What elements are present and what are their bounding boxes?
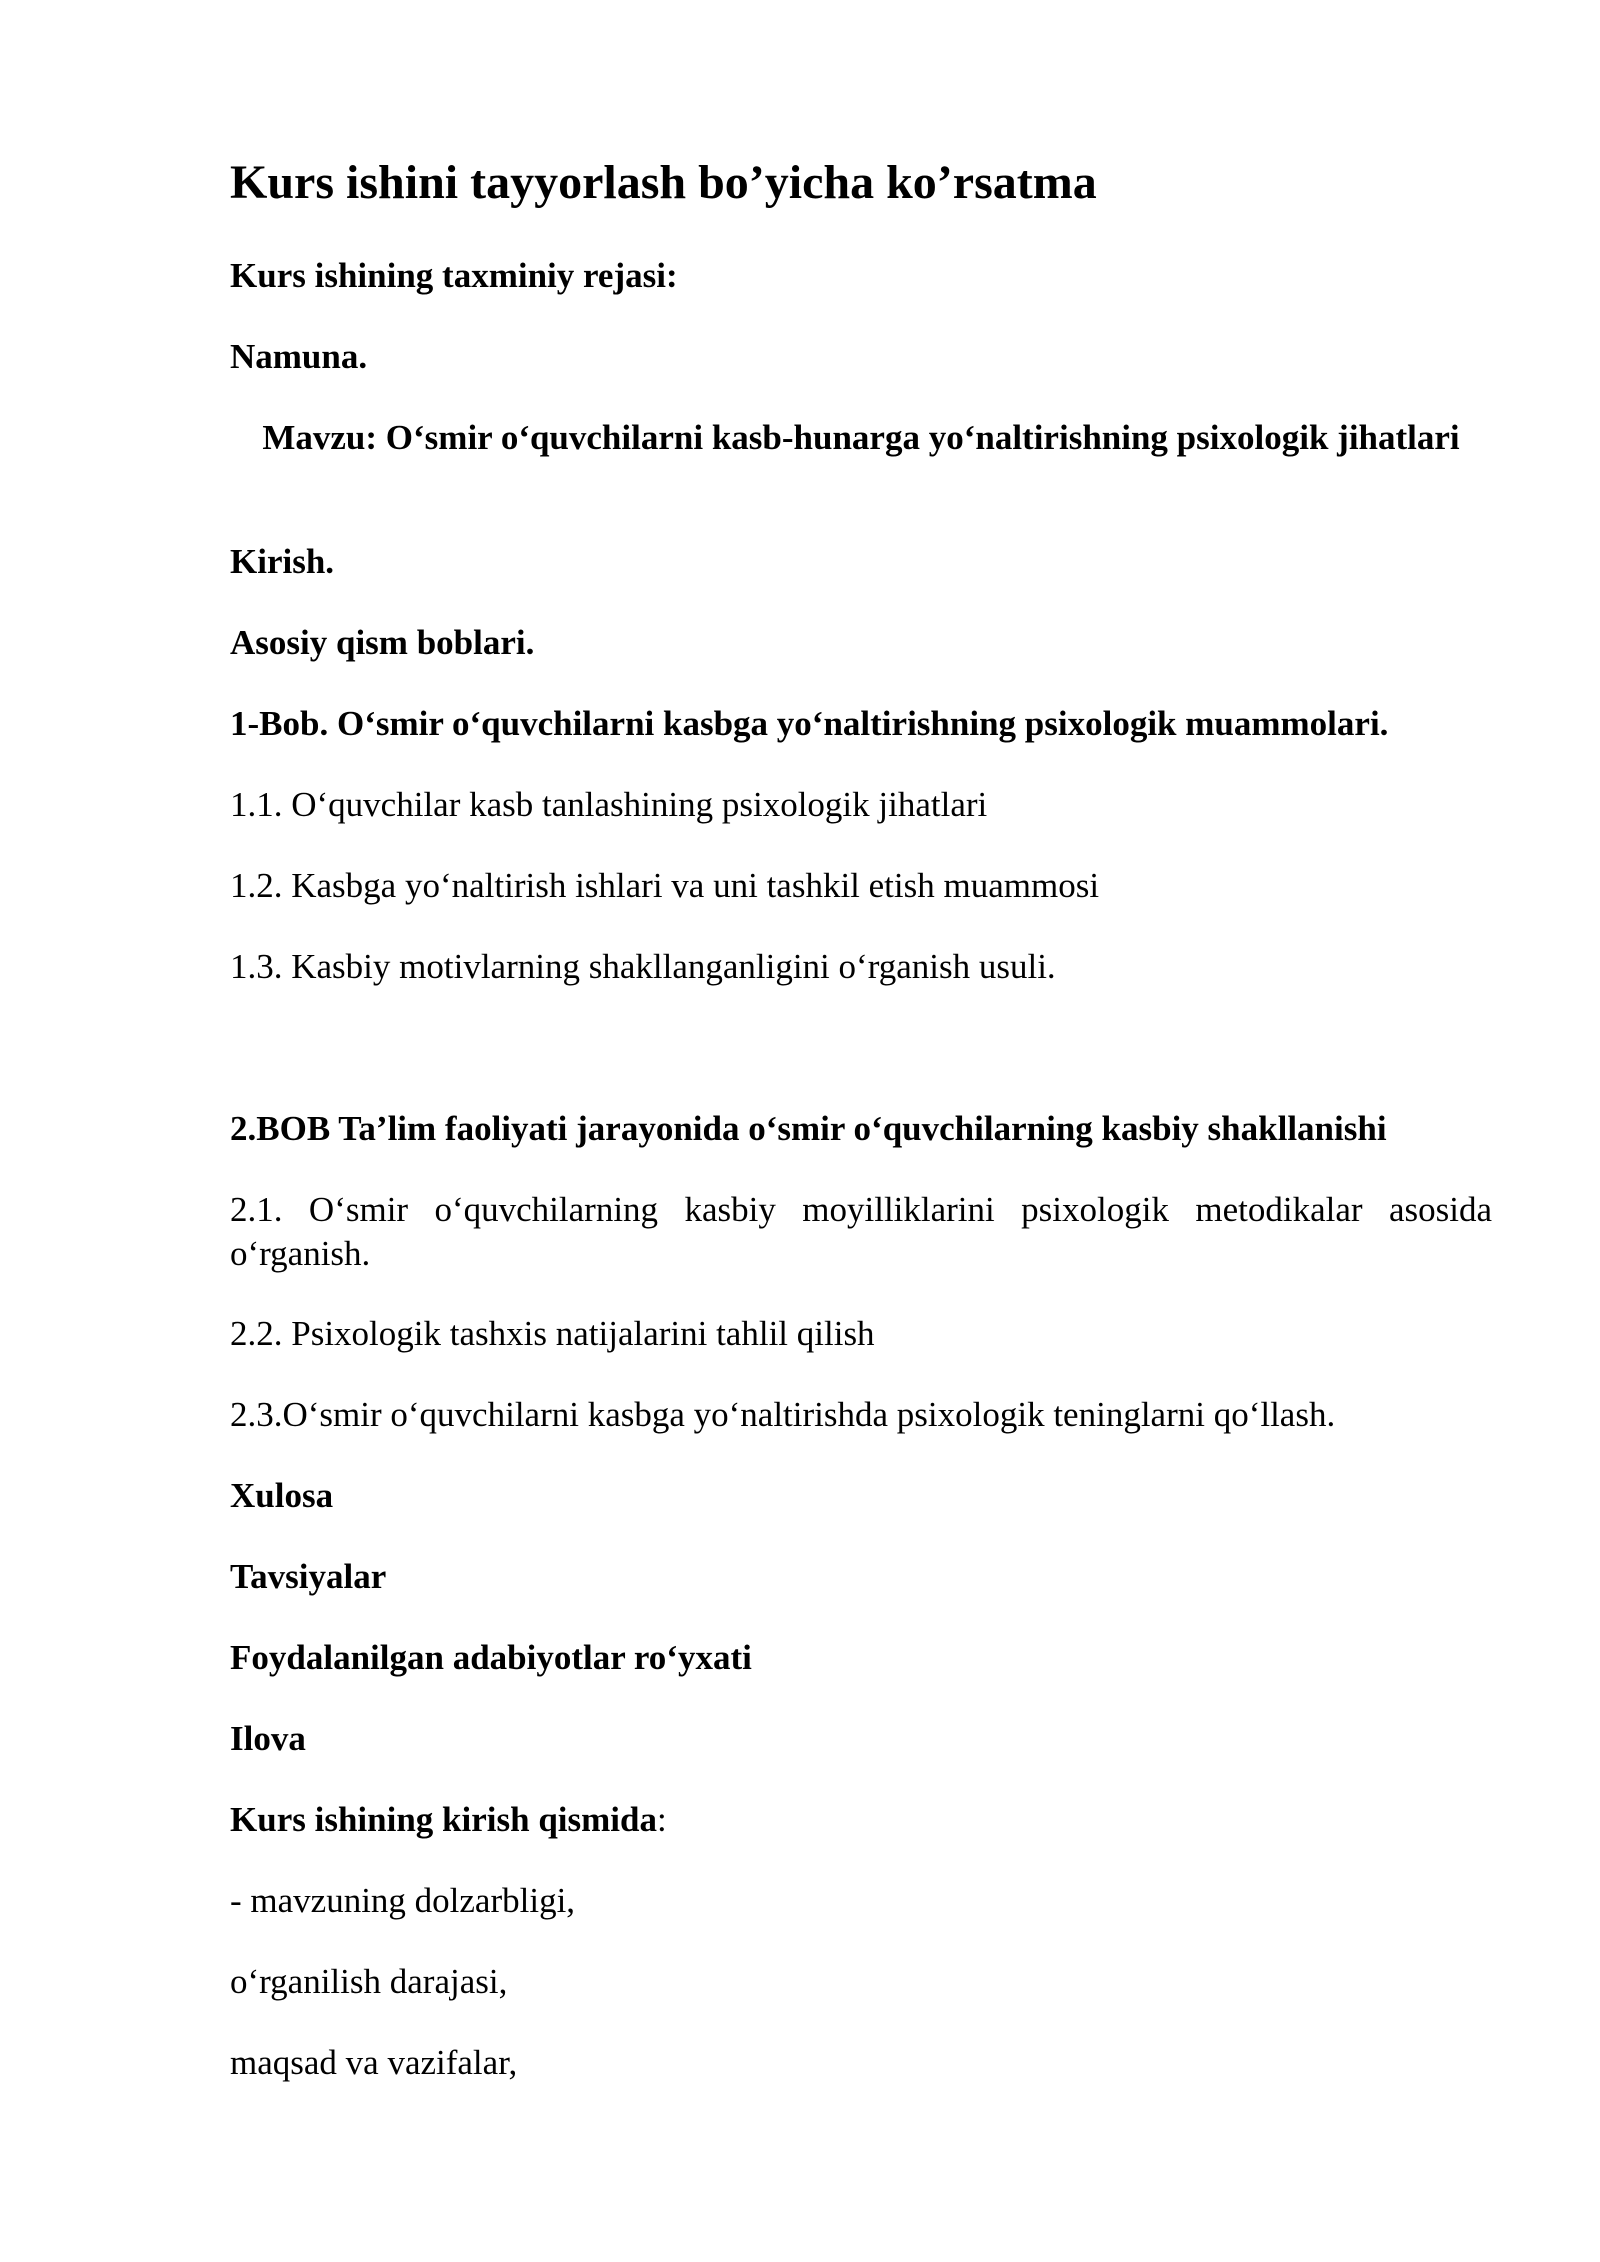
chapter2-item-1: 2.1. O‘smir o‘quvchilarning kasbiy moyilliklarini psixologik metodikalar asosida o‘rganish. [230,1190,1492,1273]
conclusion-heading: Xulosa [230,1476,334,1515]
chapter2-item-3: 2.3.O‘smir o‘quvchilarni kasbga yo‘naltirishda psixologik teninglarni qo‘llash. [230,1395,1336,1434]
intro-section-colon: : [656,1800,667,1839]
references-heading: Foydalanilgan adabiyotlar ro‘yxati [230,1638,752,1677]
topic-heading: Mavzu: O‘smir o‘quvchilarni kasb-hunarga yo‘naltirishning psixologik jihatlari [262,418,1460,457]
intro-point-2: o‘rganilish darajasi, [230,1962,508,2001]
intro-heading: Kirish. [230,542,335,581]
intro-section-heading: Kurs ishining kirish qismida [230,1800,657,1839]
chapter1-item-3: 1.3. Kasbiy motivlarning shakllanganligini o‘rganish usuli. [230,947,1056,986]
sample-label: Namuna. [230,337,368,376]
document-title: Kurs ishini tayyorlash bo’yicha ko’rsatma [230,156,1097,209]
intro-section-line [230,1798,667,1842]
appendix-heading: Ilova [230,1719,306,1758]
chapter2-item-2: 2.2. Psixologik tashxis natijalarini tahlil qilish [230,1314,875,1353]
recommendations-heading: Tavsiyalar [230,1557,387,1596]
chapter1-item-1: 1.1. O‘quvchilar kasb tanlashining psixologik jihatlari [230,785,988,824]
intro-point-3: maqsad va vazifalar, [230,2043,518,2082]
main-chapters-heading: Asosiy qism boblari. [230,623,535,662]
intro-point-1: - mavzuning dolzarbligi, [230,1881,576,1920]
chapter1-heading: 1-Bob. O‘smir o‘quvchilarni kasbga yo‘naltirishning psixologik muammolari. [230,704,1389,743]
chapter2-heading: 2.BOB Ta’lim faoliyati jarayonida o‘smir o‘quvchilarning kasbiy shakllanishi [230,1109,1387,1148]
document-page [230,0,1492,2262]
plan-heading: Kurs ishining taxminiy rejasi: [230,256,678,295]
chapter1-item-2: 1.2. Kasbga yo‘naltirish ishlari va uni tashkil etish muammosi [230,866,1100,905]
